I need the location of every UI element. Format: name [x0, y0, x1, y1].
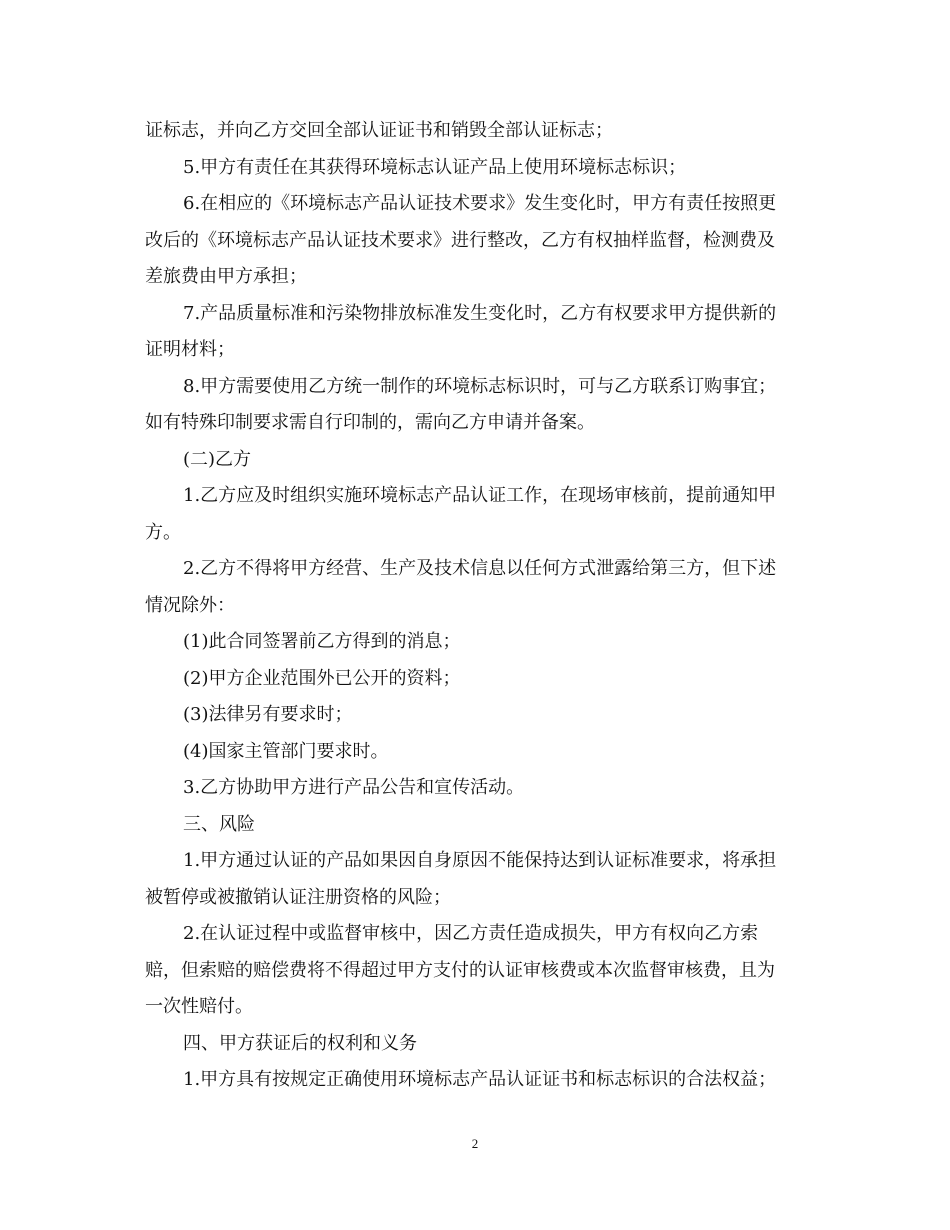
- document-body: [145, 113, 807, 1099]
- list-item: (2)甲方企业范围外已公开的资料；: [183, 667, 461, 689]
- section-heading: (二)乙方: [183, 448, 252, 470]
- list-item: (3)法律另有要求时；: [183, 704, 353, 725]
- text-line: 5.甲方有责任在其获得环境标志认证产品上使用环境标志标识；: [183, 156, 687, 178]
- text-line: 1.甲方通过认证的产品如果因自身原因不能保持达到认证标准要求，将承担: [183, 850, 777, 871]
- text-line: 情况除外：: [145, 594, 235, 616]
- text-line: 赔，但索赔的赔偿费将不得超过甲方支付的认证审核费或本次监督审核费，且为: [145, 959, 775, 981]
- list-item: (4)国家主管部门要求时。: [183, 740, 389, 762]
- text-line: 证标志，并向乙方交回全部认证证书和销毁全部认证标志；: [145, 120, 613, 141]
- text-line: 1.乙方应及时组织实施环境标志产品认证工作，在现场审核前，提前通知甲: [183, 485, 777, 506]
- text-line: 3.乙方协助甲方进行产品公告和宣传活动。: [183, 777, 525, 798]
- text-line: 如有特殊印制要求需自行印制的，需向乙方申请并备案。: [145, 412, 595, 433]
- text-line: 6.在相应的《环境标志产品认证技术要求》发生变化时，甲方有责任按照更: [183, 193, 777, 214]
- text-line: 一次性赔付。: [145, 996, 253, 1017]
- text-line: 差旅费由甲方承担；: [145, 266, 307, 287]
- page-number: 2: [471, 1136, 479, 1151]
- text-line: 证明材料；: [145, 339, 235, 360]
- text-line: 7.产品质量标准和污染物排放标准发生变化时，乙方有权要求甲方提供新的: [183, 302, 777, 324]
- text-line: 1.甲方具有按规定正确使用环境标志产品认证证书和标志标识的合法权益；: [183, 1069, 777, 1090]
- section-heading: 四、甲方获证后的权利和义务: [183, 1032, 417, 1054]
- text-line: 改后的《环境标志产品认证技术要求》进行整改，乙方有权抽样监督，检测费及: [145, 229, 775, 251]
- list-item: (1)此合同签署前乙方得到的消息；: [183, 631, 461, 652]
- text-line: 方。: [145, 521, 181, 543]
- text-line: 被暂停或被撤销认证注册资格的风险；: [145, 886, 451, 908]
- text-line: 8.甲方需要使用乙方统一制作的环境标志标识时，可与乙方联系订购事宜；: [183, 375, 777, 397]
- text-line: 2.乙方不得将甲方经营、生产及技术信息以任何方式泄露给第三方，但下述: [183, 558, 777, 579]
- text-line: 2.在认证过程中或监督审核中，因乙方责任造成损失，甲方有权向乙方索: [183, 923, 759, 944]
- section-heading: 三、风险: [183, 813, 255, 835]
